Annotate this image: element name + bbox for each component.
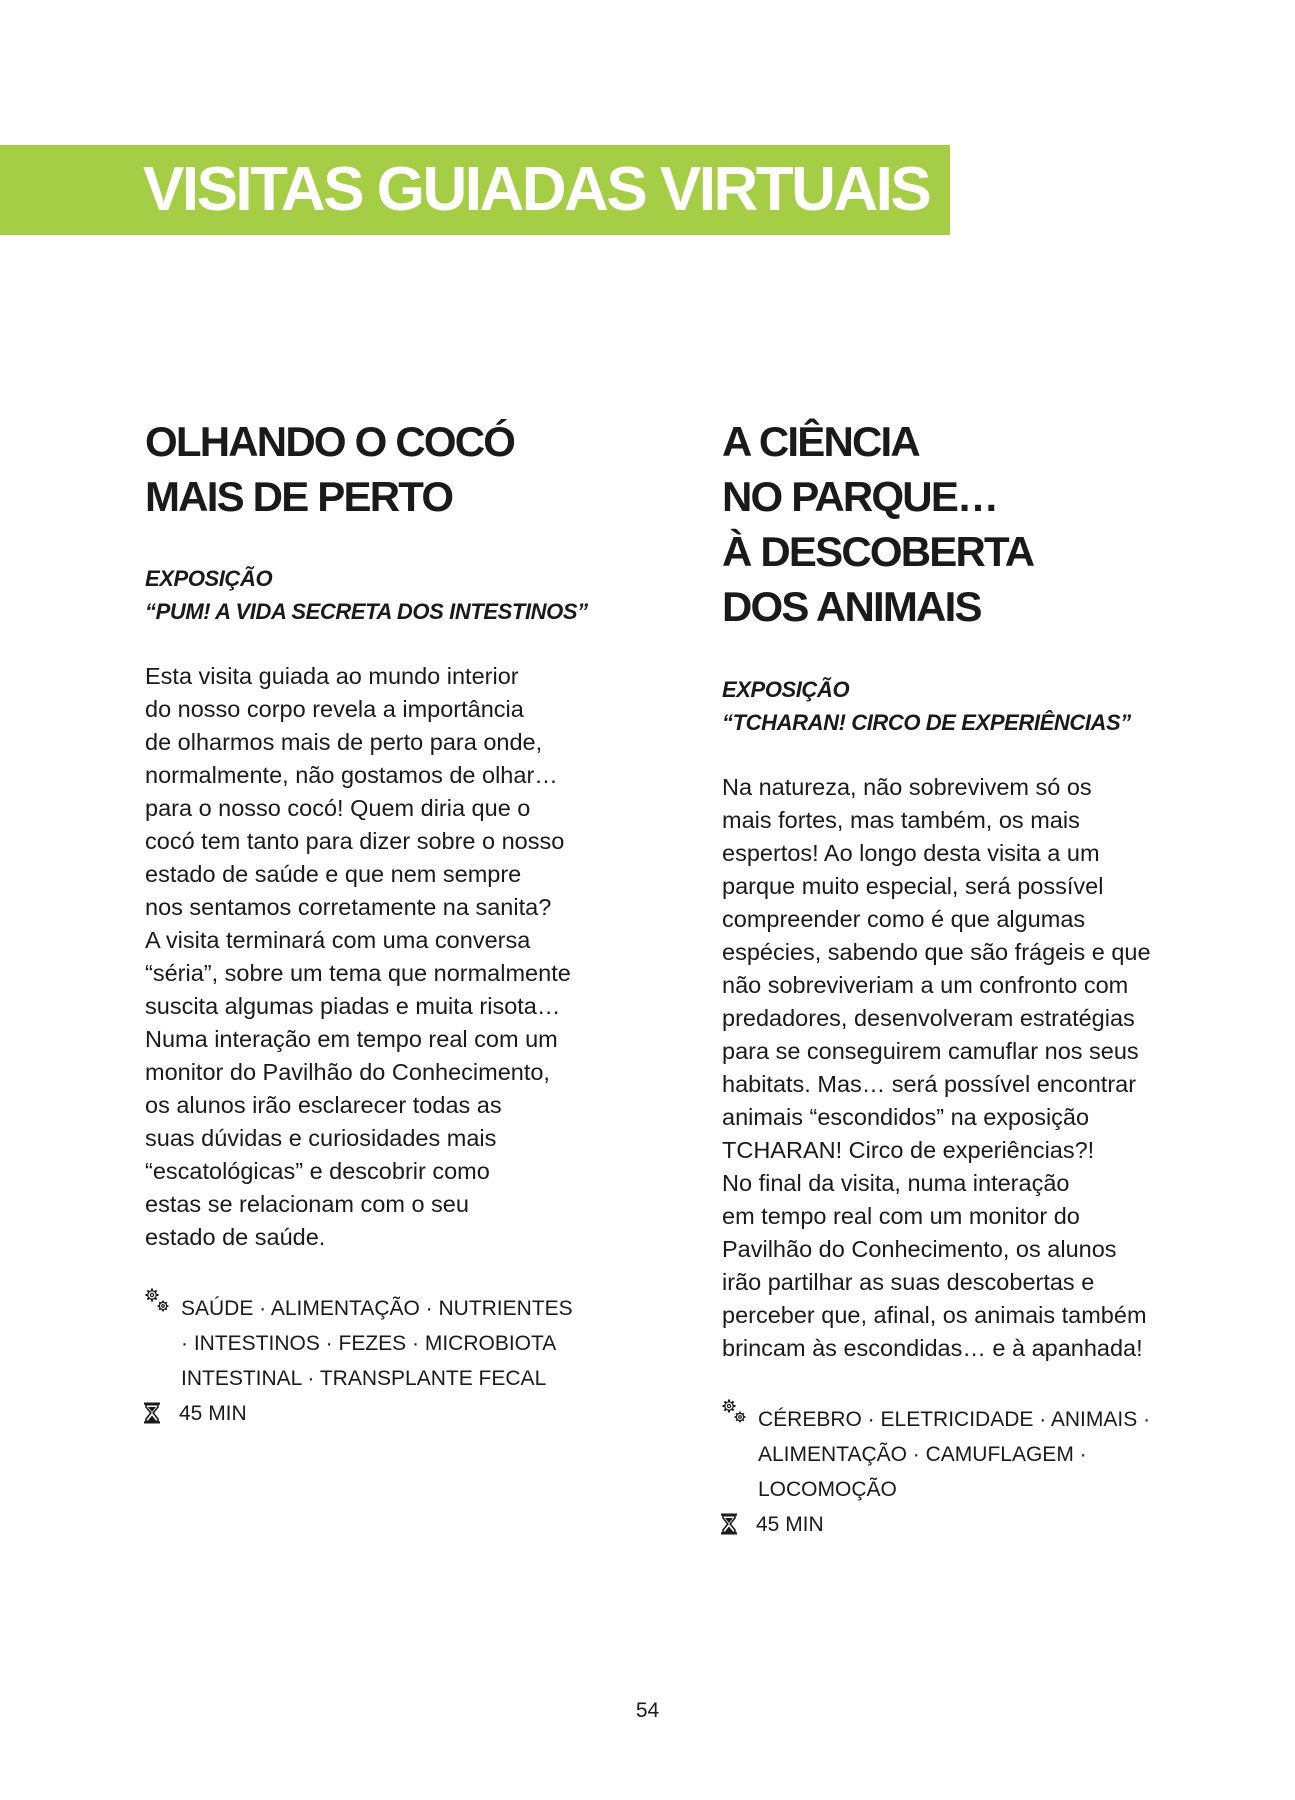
gears-icon bbox=[719, 1396, 751, 1428]
visit-duration: 45 MIN bbox=[722, 1507, 1212, 1542]
topic-tags: SAÚDE · ALIMENTAÇÃO · NUTRIENTES · INTESTINOS · FEZES · MICROBIOTA INTESTINAL · TRANSPLANTE FECAL bbox=[145, 1291, 635, 1396]
hourglass-icon bbox=[720, 1513, 738, 1535]
visit-duration: 45 MIN bbox=[145, 1396, 635, 1431]
exhibition-name: EXPOSIÇÃO “TCHARAN! CIRCO DE EXPERIÊNCIAS” bbox=[722, 677, 1131, 735]
visit-description: Esta visita guiada ao mundo interior do nosso corpo revela a importância de olharmos mais de perto para onde, normalmente, não gostamos de olhar… para o nosso cocó! Quem diria que o cocó tem tanto para dizer sobre o nosso estado de saúde e que nem sempre nos sentamos corretamente na sanita? A visita terminará com uma conversa “séria”, sobre um tema que normalmente suscita algumas piadas e muita risota… Numa interação em tempo real com um monitor do Pavilhão do Conhecimento, os alunos irão esclarecer todas as suas dúvidas e curiosidades mais “escatológicas” e descobrir como estas se relacionam com o seu estado de saúde. bbox=[145, 663, 571, 1250]
visit-title: OLHANDO O COCÓ MAIS DE PERTO bbox=[145, 418, 515, 520]
page-title: VISITAS GUIADAS VIRTUAIS bbox=[143, 155, 930, 224]
hourglass-icon bbox=[143, 1402, 161, 1424]
page-number: 54 bbox=[635, 1699, 660, 1722]
visit-title: A CIÊNCIA NO PARQUE… À DESCOBERTA DOS ANIMAIS bbox=[722, 418, 1034, 630]
visit-description: Na natureza, não sobrevivem só os mais fortes, mas também, os mais espertos! Ao longo desta visita a um parque muito especial, será possível compreender como é que algumas espécies, sabendo que são frágeis e que não sobreviveriam a um confronto com predadores, desenvolveram estratégias para se conseguirem camuflar nos seus habitats. Mas… será possível encontrar animais “escondidos” na exposição TCHARAN! Circo de experiências?! No final da visita, numa interação em tempo real com um monitor do Pavilhão do Conhecimento, os alunos irão partilhar as suas descobertas e perceber que, afinal, os animais também brincam às escondidas… e à apanhada! bbox=[722, 774, 1151, 1361]
gears-icon bbox=[142, 1285, 174, 1317]
visit-card-right bbox=[722, 414, 1212, 1542]
topic-tags: CÉREBRO · ELETRICIDADE · ANIMAIS · ALIMENTAÇÃO · CAMUFLAGEM · LOCOMOÇÃO bbox=[722, 1402, 1212, 1507]
visit-card-left bbox=[145, 414, 635, 1431]
exhibition-name: EXPOSIÇÃO “PUM! A VIDA SECRETA DOS INTESTINOS” bbox=[145, 566, 588, 624]
